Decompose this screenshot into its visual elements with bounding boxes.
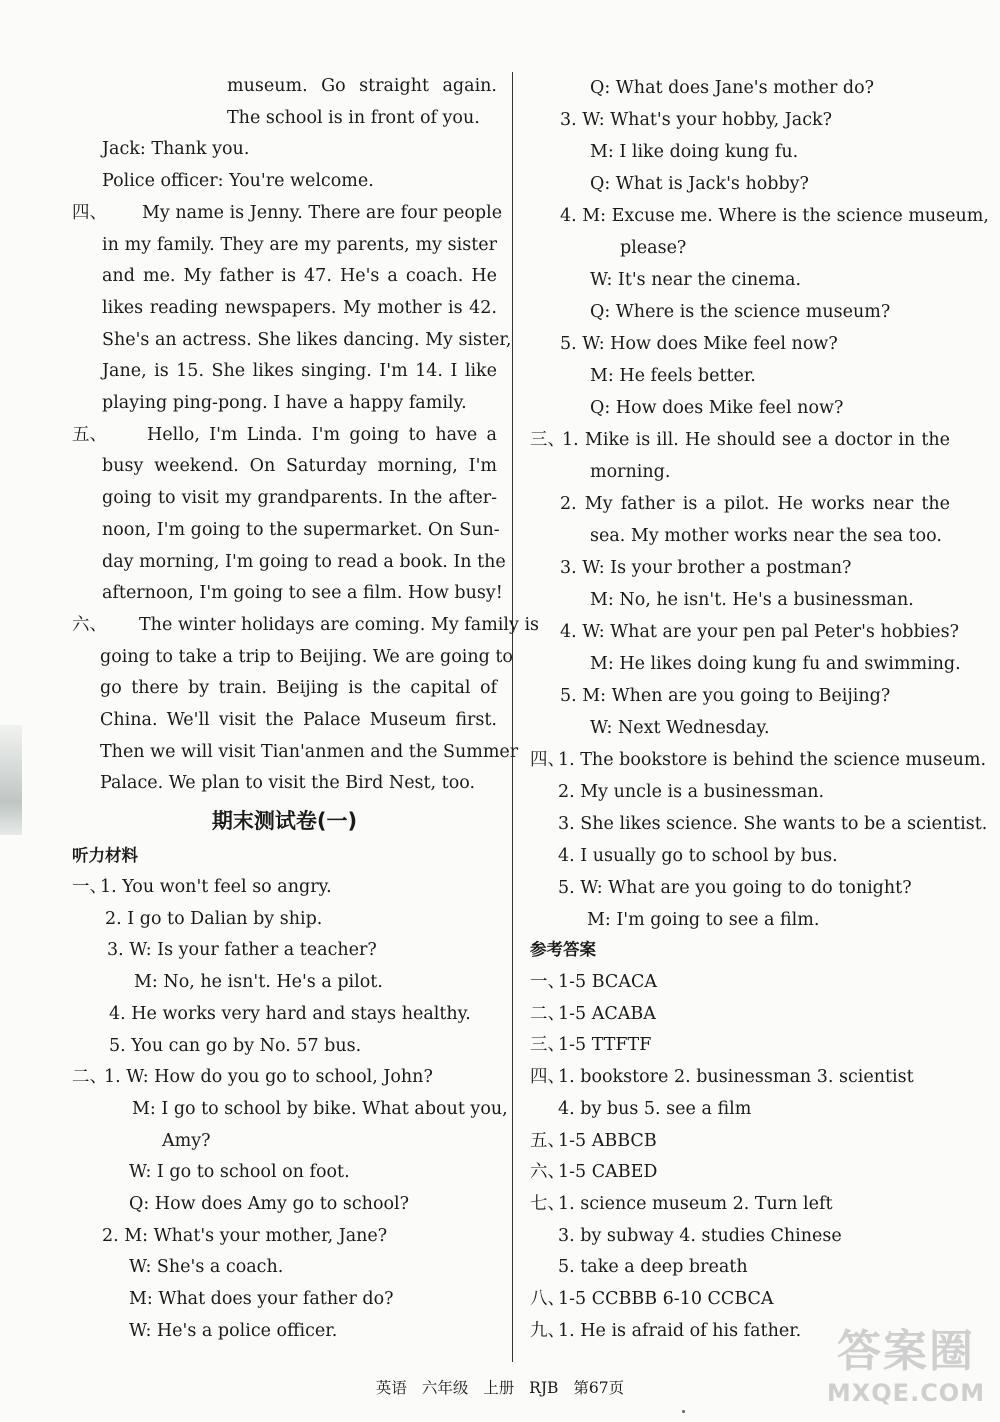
line-text: 1. Mike is ill. He should see a doctor in the <box>562 430 950 450</box>
text-line <box>72 419 497 451</box>
line-text: Q: How does Mike feel now? <box>590 398 844 418</box>
text-line <box>72 355 497 387</box>
line-text: going to visit my grandparents. In the after- <box>102 488 497 509</box>
watermark-url: MXQE.COM <box>826 1379 986 1407</box>
section-number: 三、 <box>530 1035 565 1056</box>
line-text: 4. by bus 5. see a film <box>558 1098 752 1119</box>
text-line <box>530 1220 970 1252</box>
text-line <box>72 1156 497 1188</box>
text-line <box>530 584 970 616</box>
section-number: 七、 <box>530 1193 565 1214</box>
line-text: playing ping-pong. I have a happy family. <box>102 393 467 413</box>
line-text: noon, I'm going to the supermarket. On Sun- <box>102 519 500 540</box>
text-line <box>530 966 970 998</box>
line-text: M: I'm going to see a film. <box>587 910 820 930</box>
line-text: Then we will visit Tian'anmen and the Summer <box>100 741 519 762</box>
line-text: 1. bookstore 2. businessman 3. scientist <box>558 1067 914 1088</box>
text-line <box>530 360 970 392</box>
text-line <box>72 1315 497 1347</box>
line-text: Jane, is 15. She likes singing. I'm 14. I like <box>102 361 497 382</box>
line-text: likes reading newspapers. My mother is 42. <box>102 297 497 318</box>
text-line <box>72 514 500 546</box>
line-text: Q: How does Amy go to school? <box>129 1194 409 1214</box>
text-line <box>72 133 497 165</box>
text-line <box>72 324 512 356</box>
watermark-logo: 答案圈 <box>837 1326 975 1377</box>
line-text: 5. You can go by No. 57 bus. <box>109 1035 362 1056</box>
text-line <box>72 1093 508 1125</box>
text-line <box>530 168 970 200</box>
line-text: busy weekend. On Saturday morning, I'm <box>102 456 497 477</box>
text-line <box>530 72 970 104</box>
line-text: M: What does your father do? <box>129 1289 394 1310</box>
text-line <box>72 546 506 578</box>
text-line <box>530 552 970 584</box>
line-text: M: No, he isn't. He's a businessman. <box>590 590 914 610</box>
line-text: She's an actress. She likes dancing. My sister, <box>102 329 512 350</box>
text-line <box>530 744 987 776</box>
line-text: M: He feels better. <box>590 366 756 386</box>
text-line <box>72 165 497 197</box>
text-line <box>72 1251 497 1283</box>
line-text: 4. He works very hard and stays healthy. <box>109 1003 471 1024</box>
page-footer: 英语 六年级 上册 RJB 第67页 <box>375 1379 625 1397</box>
line-text: 2. M: What's your mother, Jane? <box>102 1225 388 1246</box>
text-line <box>72 871 497 903</box>
line-text: W: I go to school on foot. <box>129 1162 350 1183</box>
text-line <box>72 482 497 514</box>
line-text: 4. M: Excuse me. Where is the science museum, <box>560 206 989 226</box>
line-text: please? <box>620 238 687 258</box>
text-line <box>530 1029 970 1061</box>
text-line <box>530 200 989 232</box>
text-line <box>530 1156 970 1188</box>
section-number: 一、 <box>530 972 565 992</box>
line-text: 5. M: When are you going to Beijing? <box>560 686 891 706</box>
text-line <box>530 904 970 936</box>
line-text: My name is Jenny. There are four people <box>142 202 503 223</box>
line-text: 2. My uncle is a businessman. <box>558 782 825 802</box>
section-number: 八、 <box>530 1289 565 1309</box>
text-line <box>72 577 503 609</box>
line-text: Hello, I'm Linda. I'm going to have a <box>147 424 497 445</box>
section-number: 四、 <box>530 750 565 770</box>
page-title: 期末测试卷(一) <box>211 809 358 833</box>
text-line <box>530 1251 970 1283</box>
text-line <box>72 934 497 966</box>
text-line <box>530 712 970 744</box>
text-line <box>72 966 497 998</box>
text-line <box>530 616 970 648</box>
text-line <box>72 1220 497 1252</box>
text-line <box>72 229 497 261</box>
text-line <box>72 736 519 768</box>
text-line <box>72 609 540 641</box>
text-line <box>530 648 970 680</box>
text-line <box>72 1061 497 1093</box>
section-heading-listening: 听力材料 <box>72 846 138 865</box>
line-text: and me. My father is 47. He's a coach. He <box>102 266 497 287</box>
line-text: 1-5 CABED <box>558 1162 658 1183</box>
text-line <box>72 1125 497 1157</box>
line-text: 4. W: What are your pen pal Peter's hobbies? <box>560 622 959 642</box>
line-text: 3. W: Is your brother a postman? <box>560 558 852 578</box>
line-text: W: He's a police officer. <box>129 1320 338 1341</box>
text-line <box>530 264 970 296</box>
text-line <box>72 292 497 324</box>
line-text: 3. W: Is your father a teacher? <box>107 940 377 961</box>
text-line <box>530 1283 970 1315</box>
line-text: 2. I go to Dalian by ship. <box>105 908 323 929</box>
text-line <box>72 387 497 419</box>
text-line <box>530 1125 970 1157</box>
section-number: 六、 <box>72 614 107 635</box>
line-text: 1. He is afraid of his father. <box>558 1320 802 1341</box>
text-line <box>72 450 497 482</box>
line-text: 1-5 ACABA <box>558 1003 656 1024</box>
line-text: 1-5 ABBCB <box>558 1130 657 1151</box>
section-number: 一、 <box>72 877 107 897</box>
line-text: Q: Where is the science museum? <box>590 302 891 322</box>
line-text: Q: What is Jack's hobby? <box>590 174 809 194</box>
line-text: 1. science museum 2. Turn left <box>558 1193 833 1214</box>
line-text: 1-5 TTFTF <box>558 1035 652 1056</box>
text-line <box>72 767 497 799</box>
text-line <box>530 456 970 488</box>
line-text: afternoon, I'm going to see a film. How busy! <box>102 583 503 604</box>
text-line <box>530 808 988 840</box>
text-line <box>530 998 970 1030</box>
text-line <box>530 136 970 168</box>
line-text: M: I go to school by bike. What about you, <box>132 1098 508 1119</box>
line-text: 1. W: How do you go to school, John? <box>104 1067 433 1088</box>
footer-dot <box>682 1410 685 1413</box>
line-text: 5. W: How does Mike feel now? <box>560 334 838 354</box>
text-line <box>72 70 497 102</box>
line-text: museum. Go straight again. <box>227 76 497 96</box>
text-line <box>530 520 970 552</box>
text-line <box>530 1061 970 1093</box>
line-text: Police officer: You're welcome. <box>102 171 374 192</box>
text-line <box>530 232 970 264</box>
text-line <box>72 903 497 935</box>
text-line <box>72 1283 497 1315</box>
section-number: 四、 <box>72 202 107 223</box>
text-line <box>530 776 970 808</box>
line-text: M: I like doing kung fu. <box>590 142 799 162</box>
text-line <box>72 260 497 292</box>
text-line <box>530 840 970 872</box>
line-text: 1-5 BCACA <box>558 972 657 992</box>
line-text: Q: What does Jane's mother do? <box>590 78 874 98</box>
line-text: W: She's a coach. <box>129 1257 284 1278</box>
line-text: Jack: Thank you. <box>102 139 250 160</box>
section-number: 二、 <box>72 1067 107 1088</box>
section-heading-answers: 参考答案 <box>530 940 596 959</box>
section-number: 二、 <box>530 1003 565 1024</box>
watermark <box>826 1325 986 1415</box>
text-line <box>530 680 970 712</box>
line-text: Palace. We plan to visit the Bird Nest, too. <box>100 773 476 794</box>
text-line <box>72 197 503 229</box>
line-text: W: It's near the cinema. <box>590 270 802 290</box>
text-line <box>72 672 497 704</box>
text-line <box>530 488 970 520</box>
text-line <box>530 104 970 136</box>
line-text: going to take a trip to Beijing. We are going to <box>100 646 513 667</box>
line-text: The winter holidays are coming. My family is <box>139 614 540 635</box>
line-text: Amy? <box>162 1130 211 1151</box>
line-text: 1. You won't feel so angry. <box>100 877 332 897</box>
text-line <box>72 641 513 673</box>
line-text: 2. My father is a pilot. He works near the <box>560 494 950 514</box>
line-text: 3. by subway 4. studies Chinese <box>558 1225 842 1246</box>
line-text: M: He likes doing kung fu and swimming. <box>590 654 961 674</box>
line-text: W: Next Wednesday. <box>590 718 770 738</box>
line-text: day morning, I'm going to read a book. In the <box>102 551 506 572</box>
line-text: in my family. They are my parents, my sister <box>102 234 497 255</box>
line-text: morning. <box>590 462 671 482</box>
text-line <box>530 872 970 904</box>
text-line <box>72 998 497 1030</box>
line-text: 3. She likes science. She wants to be a scientist. <box>558 814 988 834</box>
text-line <box>530 1188 970 1220</box>
line-text: go there by train. Beijing is the capital of <box>100 678 497 699</box>
line-text: sea. My mother works near the sea too. <box>590 526 942 546</box>
line-text: 1-5 CCBBB 6-10 CCBCA <box>558 1289 774 1309</box>
column-divider <box>512 72 513 1362</box>
text-line <box>72 704 497 736</box>
line-text: 1. The bookstore is behind the science museum. <box>558 750 987 770</box>
line-text: 4. I usually go to school by bus. <box>558 846 838 866</box>
text-line <box>530 296 970 328</box>
section-number: 五、 <box>530 1130 565 1151</box>
text-line <box>72 102 497 134</box>
line-text: 5. take a deep breath <box>558 1257 748 1278</box>
text-line <box>530 328 970 360</box>
text-line <box>530 392 970 424</box>
section-number: 九、 <box>530 1320 565 1341</box>
line-text: 3. W: What's your hobby, Jack? <box>560 110 833 130</box>
line-text: M: No, he isn't. He's a pilot. <box>134 972 383 993</box>
line-text: The school is in front of you. <box>227 107 480 128</box>
section-number: 四、 <box>530 1067 565 1088</box>
text-line <box>530 424 970 456</box>
text-line <box>72 1030 497 1062</box>
text-line <box>72 1188 497 1220</box>
text-line <box>530 1093 970 1125</box>
section-number: 六、 <box>530 1162 565 1183</box>
line-text: 5. W: What are you going to do tonight? <box>558 878 912 898</box>
section-number: 三、 <box>530 430 565 450</box>
section-number: 五、 <box>72 424 107 445</box>
binding-edge-mark <box>0 725 22 835</box>
line-text: China. We'll visit the Palace Museum first. <box>100 710 497 730</box>
